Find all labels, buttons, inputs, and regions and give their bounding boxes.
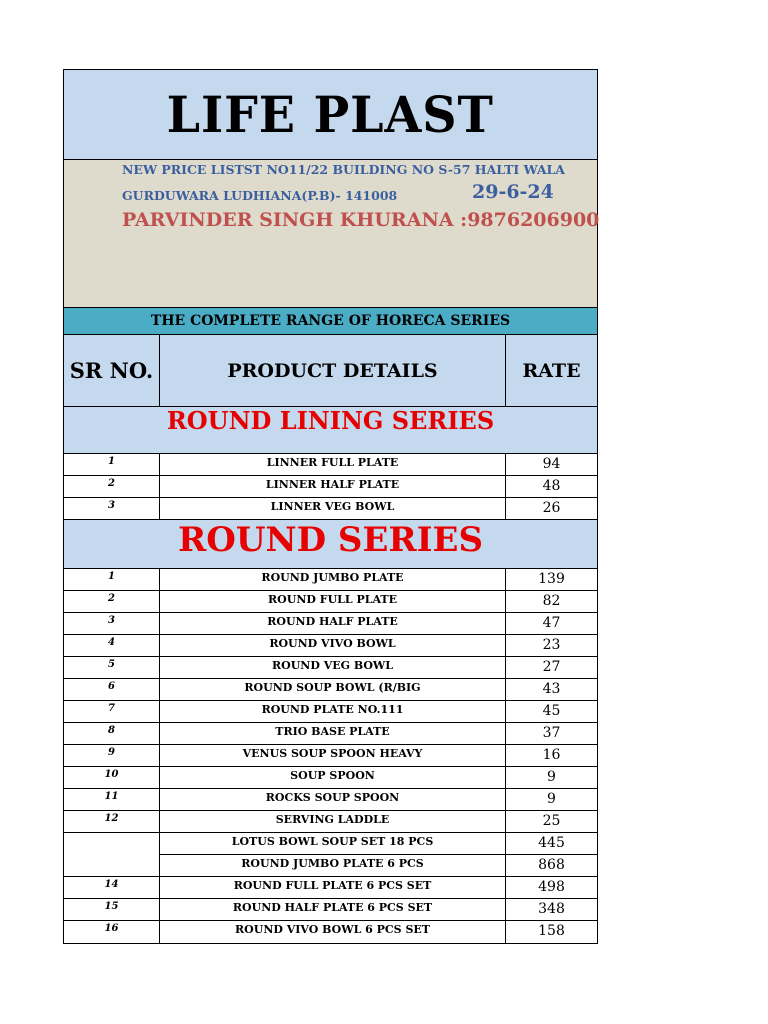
sr-cell: 15 bbox=[64, 899, 160, 920]
rate-cell: 26 bbox=[542, 500, 561, 516]
product-cell: LINNER FULL PLATE bbox=[160, 454, 506, 475]
rate-cell: 23 bbox=[542, 637, 561, 653]
price-list-sheet bbox=[63, 69, 598, 944]
table-row bbox=[64, 767, 597, 789]
product-cell: LINNER HALF PLATE bbox=[160, 476, 506, 497]
table-row bbox=[64, 921, 597, 943]
section-title-text: ROUND SERIES bbox=[177, 520, 484, 560]
table-row bbox=[64, 877, 597, 899]
table-row bbox=[64, 833, 597, 855]
rate-cell: 94 bbox=[542, 456, 561, 472]
sr-cell: 1 bbox=[64, 569, 160, 590]
price-list-date: 29-6-24 bbox=[472, 181, 554, 203]
product-cell: ROCKS SOUP SPOON bbox=[160, 789, 506, 810]
table-row bbox=[64, 745, 597, 767]
table-row bbox=[64, 569, 597, 591]
table-row bbox=[64, 454, 597, 476]
contact-line: PARVINDER SINGH KHURANA :9876206900 bbox=[122, 209, 600, 231]
header-sr-no: SR NO. bbox=[64, 335, 160, 406]
table-row bbox=[64, 899, 597, 921]
product-cell: ROUND JUMBO PLATE bbox=[160, 569, 506, 590]
info-band bbox=[64, 160, 600, 308]
table-row bbox=[64, 657, 597, 679]
table-row bbox=[64, 476, 597, 498]
sr-cell: 8 bbox=[64, 723, 160, 744]
sr-cell: 2 bbox=[64, 591, 160, 612]
product-cell: ROUND VIVO BOWL bbox=[160, 635, 506, 656]
rate-cell: 158 bbox=[538, 923, 565, 939]
sr-cell: 11 bbox=[64, 789, 160, 810]
rate-cell: 139 bbox=[538, 571, 565, 587]
product-cell: ROUND FULL PLATE 6 PCS SET bbox=[160, 877, 506, 898]
product-cell: ROUND HALF PLATE bbox=[160, 613, 506, 634]
header-product-details: PRODUCT DETAILS bbox=[160, 335, 506, 406]
product-cell: LINNER VEG BOWL bbox=[160, 498, 506, 519]
table-row bbox=[64, 679, 597, 701]
table-row bbox=[64, 635, 597, 657]
product-cell: VENUS SOUP SPOON HEAVY bbox=[160, 745, 506, 766]
product-cell: SERVING LADDLE bbox=[160, 811, 506, 832]
product-cell: ROUND VEG BOWL bbox=[160, 657, 506, 678]
sr-cell: 3 bbox=[64, 613, 160, 634]
rate-cell: 9 bbox=[547, 769, 556, 785]
sr-cell: 7 bbox=[64, 701, 160, 722]
product-cell: ROUND VIVO BOWL 6 PCS SET bbox=[160, 921, 506, 943]
product-cell: ROUND PLATE NO.111 bbox=[160, 701, 506, 722]
sr-cell: 6 bbox=[64, 679, 160, 700]
section-title-text: ROUND LINING SERIES bbox=[166, 406, 495, 435]
rate-cell: 868 bbox=[538, 857, 565, 873]
rate-cell: 16 bbox=[542, 747, 561, 763]
sr-cell: 12 bbox=[64, 811, 160, 832]
address-line-1: NEW PRICE LISTST NO11/22 BUILDING NO S-57 HALTI WALA bbox=[122, 162, 566, 177]
table-row bbox=[64, 855, 597, 877]
rate-cell: 9 bbox=[547, 791, 556, 807]
rate-cell: 498 bbox=[538, 879, 565, 895]
header-rate: RATE bbox=[522, 359, 581, 382]
company-title: LIFE PLAST bbox=[166, 85, 495, 144]
product-cell: ROUND HALF PLATE 6 PCS SET bbox=[160, 899, 506, 920]
product-cell: LOTUS BOWL SOUP SET 18 PCS bbox=[160, 833, 506, 855]
rate-cell: 37 bbox=[542, 725, 561, 741]
table-row bbox=[64, 811, 597, 833]
sr-cell bbox=[64, 855, 160, 876]
table-row bbox=[64, 591, 597, 613]
rate-cell: 348 bbox=[538, 901, 565, 917]
rate-cell: 48 bbox=[542, 478, 561, 494]
table-row bbox=[64, 789, 597, 811]
product-cell: SOUP SPOON bbox=[160, 767, 506, 788]
table-row bbox=[64, 723, 597, 745]
sr-cell: 5 bbox=[64, 657, 160, 678]
sr-cell: 16 bbox=[64, 921, 160, 943]
section-title-round-lining bbox=[64, 407, 597, 454]
address-line-2: GURDUWARA LUDHIANA(P.B)- 141008 bbox=[122, 188, 398, 203]
product-cell: ROUND FULL PLATE bbox=[160, 591, 506, 612]
sr-cell bbox=[64, 833, 160, 855]
product-cell: ROUND JUMBO PLATE 6 PCS bbox=[160, 855, 506, 876]
sr-cell: 14 bbox=[64, 877, 160, 898]
table-row bbox=[64, 701, 597, 723]
product-cell: ROUND SOUP BOWL (R/BIG bbox=[160, 679, 506, 700]
sr-cell: 4 bbox=[64, 635, 160, 656]
sr-cell: 2 bbox=[64, 476, 160, 497]
rate-cell: 43 bbox=[542, 681, 561, 697]
rate-cell: 25 bbox=[542, 813, 561, 829]
sr-cell: 10 bbox=[64, 767, 160, 788]
product-cell: TRIO BASE PLATE bbox=[160, 723, 506, 744]
column-header-row bbox=[64, 335, 597, 407]
rate-cell: 45 bbox=[542, 703, 561, 719]
section-title-round-series bbox=[64, 520, 597, 569]
rate-cell: 445 bbox=[506, 833, 597, 855]
sr-cell: 1 bbox=[64, 454, 160, 475]
title-band bbox=[64, 70, 597, 160]
sr-cell: 9 bbox=[64, 745, 160, 766]
sr-cell: 3 bbox=[64, 498, 160, 519]
rate-cell: 47 bbox=[542, 615, 561, 631]
table-row bbox=[64, 613, 597, 635]
range-title: THE COMPLETE RANGE OF HORECA SERIES bbox=[64, 308, 597, 335]
rate-cell: 82 bbox=[542, 593, 561, 609]
rate-cell: 27 bbox=[542, 659, 561, 675]
table-row bbox=[64, 498, 597, 520]
